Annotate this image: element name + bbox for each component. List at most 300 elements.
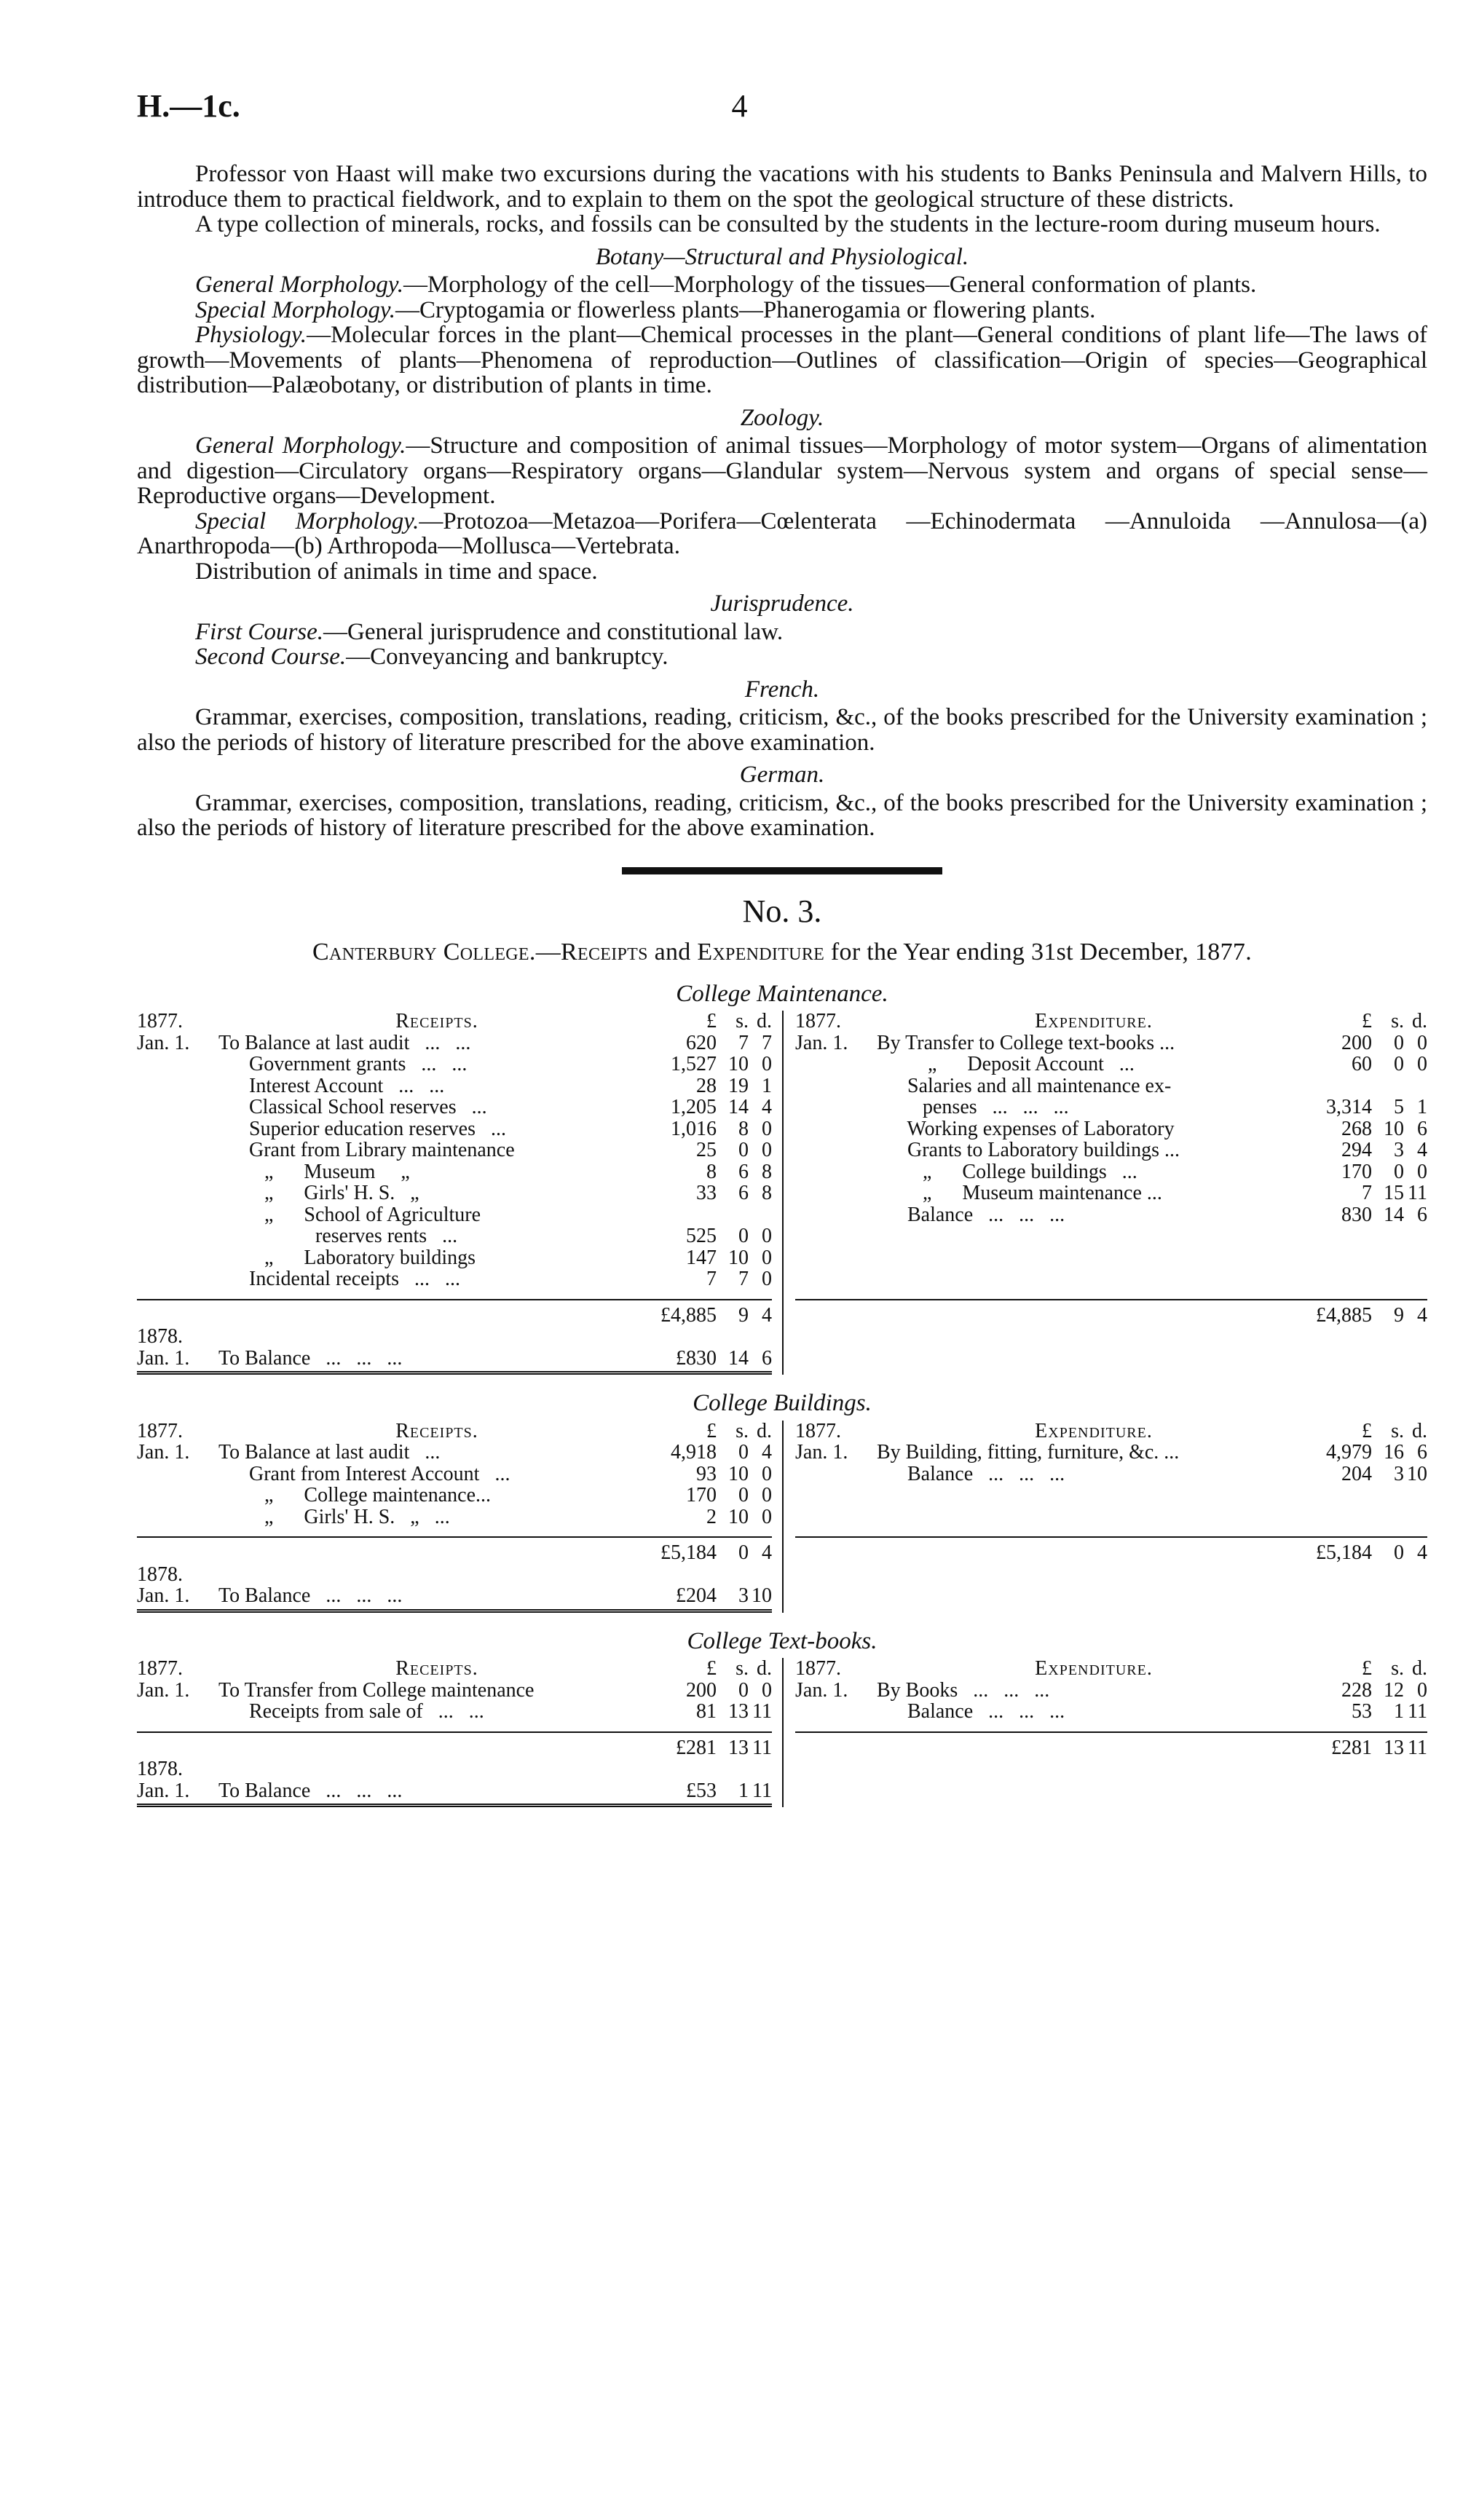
header-label: Receipts.: [395, 1658, 478, 1680]
pence: 0: [762, 1484, 772, 1506]
shillings: 1: [1394, 1700, 1404, 1723]
shillings: 10: [728, 1505, 749, 1528]
entry-date: [795, 1182, 877, 1204]
entry-date: [795, 1075, 877, 1097]
entry-date: [137, 1268, 218, 1290]
pounds: 1,016: [671, 1117, 717, 1140]
shillings: 3: [738, 1584, 749, 1607]
expenditure-row: [795, 1442, 1427, 1464]
entry-date: [795, 1118, 877, 1140]
balance-row: [137, 1780, 772, 1808]
spacer: [218, 1737, 655, 1759]
entry-description: By Books ... ... ...: [877, 1679, 1050, 1701]
receipt-row: [137, 1075, 772, 1097]
entry-date: Jan. 1.: [137, 1584, 190, 1607]
entry-description: „ College buildings ...: [877, 1161, 1137, 1182]
receipts-side: [137, 1011, 782, 1375]
pence: 0: [1417, 1678, 1427, 1702]
pence: 11: [752, 1779, 772, 1802]
shillings: 14: [728, 1346, 749, 1370]
expenditure-word: Expenditure: [697, 939, 825, 965]
entry-description: reserves rents ...: [218, 1225, 458, 1247]
shillings: 10: [728, 1246, 749, 1269]
entry-description: „ Museum „: [218, 1161, 410, 1182]
entry-date: [795, 1054, 877, 1075]
entry-date: [137, 1118, 218, 1140]
entry-date: [137, 1097, 218, 1118]
text: —General jurisprudence and constitutional law.: [323, 618, 784, 645]
pence: 0: [1417, 1053, 1427, 1075]
pence-header: d.: [757, 1657, 772, 1680]
header-year: 1877.: [137, 1010, 183, 1032]
pounds: 93: [696, 1462, 717, 1485]
accounts-container: [137, 981, 1427, 1808]
pounds: 4,979: [1326, 1441, 1372, 1464]
entry-description: „ College maintenance...: [218, 1485, 491, 1506]
pence: 0: [762, 1117, 772, 1140]
entry-description: „ School of Agriculture: [218, 1204, 481, 1225]
expenditure-total-row: [795, 1299, 1427, 1327]
pounds: 170: [1341, 1160, 1372, 1183]
heading-german: German.: [739, 762, 825, 788]
spacer: [795, 1737, 877, 1759]
pounds: £204: [676, 1584, 717, 1607]
spacer: [795, 1542, 877, 1564]
entry-description: Incidental receipts ... ...: [218, 1268, 461, 1290]
blank-row: [795, 1485, 1427, 1506]
entry-description: To Balance at last audit ...: [218, 1442, 441, 1464]
pence: 11: [752, 1736, 772, 1759]
shillings: 6: [738, 1182, 749, 1204]
expenditure-row: [795, 1204, 1427, 1226]
entry-description: To Balance ... ... ...: [218, 1347, 403, 1369]
pounds: 25: [696, 1139, 717, 1161]
column-header-row: [137, 1658, 772, 1680]
column-header-row: [795, 1658, 1427, 1680]
spacer: [877, 1737, 1311, 1759]
entry-date: Jan. 1.: [137, 1779, 190, 1802]
pence: 10: [1407, 1462, 1427, 1485]
balance-year: 1878.: [137, 1563, 183, 1586]
pounds: 228: [1341, 1678, 1372, 1702]
pounds: £53: [686, 1779, 717, 1802]
header-year: 1877.: [137, 1657, 183, 1680]
zoology-general-morphology: [137, 433, 1427, 509]
column-header-row: [795, 1421, 1427, 1442]
pence: 4: [762, 1303, 772, 1327]
column-header-row: [137, 1421, 772, 1442]
shillings: 1: [738, 1779, 749, 1802]
pounds: 4,918: [671, 1441, 717, 1464]
pounds: 1,527: [671, 1053, 717, 1075]
expenditure-row: [795, 1032, 1427, 1054]
entry-date: [137, 1464, 218, 1485]
shillings: 10: [728, 1462, 749, 1485]
shillings: 9: [738, 1303, 749, 1327]
entry-description: To Balance ... ... ...: [218, 1780, 403, 1801]
balance-year: 1878.: [137, 1325, 183, 1348]
account-table: [137, 1658, 1427, 1807]
balance-row: [137, 1585, 772, 1613]
pounds: £4,885: [1316, 1303, 1372, 1327]
header-label: Receipts.: [395, 1011, 478, 1032]
entry-description: Government grants ... ...: [218, 1054, 468, 1075]
pounds: £830: [676, 1346, 717, 1370]
receipt-row: [137, 1268, 772, 1290]
entry-description: „ Laboratory buildings: [218, 1247, 476, 1268]
entry-date: [137, 1139, 218, 1161]
pence: 11: [752, 1700, 772, 1723]
expenditure-row: [795, 1139, 1427, 1161]
entry-description: Balance ... ... ...: [877, 1463, 1065, 1485]
receipt-row: [137, 1247, 772, 1269]
balance-year: 1878.: [137, 1758, 183, 1780]
spacer: [218, 1305, 655, 1327]
entry-description: Working expenses of Laboratory: [877, 1118, 1175, 1139]
pounds: 200: [686, 1678, 717, 1702]
entry-date: [137, 1225, 218, 1247]
pounds: 2: [706, 1505, 717, 1528]
shillings: 0: [738, 1139, 749, 1161]
shillings: 7: [738, 1031, 749, 1054]
pounds: 28: [696, 1074, 717, 1097]
pence: 0: [762, 1225, 772, 1247]
header-label: Expenditure.: [1035, 1011, 1153, 1032]
shillings: 10: [1384, 1117, 1404, 1140]
pounds: 53: [1352, 1700, 1372, 1723]
pence: 0: [762, 1246, 772, 1269]
balance-year-row: [137, 1326, 772, 1348]
shillings: 0: [738, 1441, 749, 1464]
botany-general-morphology: [137, 272, 1427, 298]
jurisprudence-second-course: [137, 644, 1427, 670]
shillings-header: s.: [735, 1010, 749, 1032]
pounds: 294: [1341, 1139, 1372, 1161]
pounds: 1,205: [671, 1096, 717, 1118]
title-dash: —: [535, 939, 561, 965]
receipt-row: [137, 1032, 772, 1054]
expenditure-row: [795, 1054, 1427, 1075]
college-name: Canterbury College.: [312, 939, 536, 965]
receipt-row: [137, 1485, 772, 1506]
pounds: 204: [1341, 1462, 1372, 1485]
pounds-header: £: [1362, 1419, 1372, 1442]
receipt-row: [137, 1204, 772, 1226]
receipt-row: [137, 1182, 772, 1204]
pounds: 830: [1341, 1203, 1372, 1226]
pence-header: d.: [1412, 1657, 1427, 1680]
pence: 0: [762, 1678, 772, 1702]
balance-year-row: [137, 1564, 772, 1586]
header-label: Expenditure.: [1035, 1420, 1153, 1442]
entry-date: [795, 1701, 877, 1723]
entry-date: [137, 1247, 218, 1269]
entry-date: [795, 1097, 877, 1118]
entry-description: To Transfer from College maintenance: [218, 1679, 535, 1701]
expenditure-row: [795, 1118, 1427, 1140]
shillings-header: s.: [1391, 1010, 1404, 1032]
pence: 11: [1408, 1736, 1427, 1759]
receipt-row: [137, 1097, 772, 1118]
entry-description: Balance ... ... ...: [877, 1701, 1065, 1723]
text: —Structure and composition of animal tissues—Morphology of motor system—Organs of alimentation and digestion—Circulatory organs—Respiratory organs—Glandular system—Nervous system and organs of special sense—Reproductive organs—Development.: [137, 432, 1427, 509]
entry-description: By Transfer to College text-books ...: [877, 1032, 1175, 1054]
label: First Course.: [195, 618, 324, 645]
botany-special-morphology: [137, 298, 1427, 323]
document-body: [137, 162, 1427, 1807]
entry-description: „ Museum maintenance ...: [877, 1182, 1162, 1204]
receipts-word: Receipts: [561, 939, 648, 965]
column-header-row: [137, 1011, 772, 1032]
entry-description: Grant from Interest Account ...: [218, 1463, 510, 1485]
blank-row: [795, 1268, 1427, 1290]
document-reference: H.—1c.: [137, 88, 240, 124]
entry-date: Jan. 1.: [795, 1441, 848, 1464]
receipts-side: [137, 1658, 782, 1807]
pounds-header: £: [1362, 1657, 1372, 1680]
entry-description: „ Deposit Account ...: [877, 1054, 1135, 1075]
pence: 4: [1417, 1541, 1427, 1564]
shillings: 9: [1394, 1303, 1404, 1327]
header-year: 1877.: [795, 1657, 841, 1680]
shillings: 14: [728, 1096, 749, 1118]
pounds: 7: [1362, 1182, 1372, 1204]
pence: 4: [1417, 1303, 1427, 1327]
pence: [749, 1204, 772, 1226]
shillings: 0: [1394, 1031, 1404, 1054]
pence: 7: [762, 1031, 772, 1054]
spacer: [218, 1542, 655, 1564]
shillings: 19: [728, 1074, 749, 1097]
shillings: 0: [738, 1225, 749, 1247]
botany-physiology: [137, 323, 1427, 398]
pence: 1: [762, 1074, 772, 1097]
spacer: [877, 1305, 1311, 1327]
heading-zoology: Zoology.: [740, 404, 824, 431]
entry-date: [795, 1464, 877, 1485]
shillings-header: s.: [735, 1657, 749, 1680]
column-header-row: [795, 1011, 1427, 1032]
entry-description: By Building, fitting, furniture, &c. ...: [877, 1442, 1180, 1464]
pounds: £4,885: [660, 1303, 717, 1327]
label: Physiology.: [195, 322, 307, 348]
shillings: 13: [728, 1700, 749, 1723]
receipts-total-row: [137, 1731, 772, 1759]
shillings-header: s.: [1391, 1657, 1404, 1680]
label: Special Morphology.: [195, 507, 419, 534]
spacer: [877, 1542, 1311, 1564]
entry-date: [137, 1182, 218, 1204]
receipt-row: [137, 1118, 772, 1140]
pounds: 81: [696, 1700, 717, 1723]
statement-title: [137, 940, 1427, 965]
entry-date: Jan. 1.: [795, 1678, 848, 1702]
pence: 0: [762, 1462, 772, 1485]
pence: 11: [1408, 1700, 1427, 1723]
label: Second Course.: [195, 644, 347, 670]
text: —Protozoa—Metazoa—Porifera—Cœlenterata —Echinodermata —Annuloida —Annulosa—(a) Anarthropoda—(b) Arthropoda—Mollusca—Vertebrata.: [137, 507, 1427, 559]
paragraph-excursions: Professor von Haast will make two excursions during the vacations with his students to Banks Peninsula and Malvern Hills, to introduce them to practical fieldwork, and to explain to them on the spot the geological structure of these districts.: [137, 161, 1427, 213]
shillings-header: s.: [735, 1419, 749, 1442]
zoology-special-morphology: [137, 509, 1427, 559]
expenditure-row: [795, 1464, 1427, 1485]
entry-description: Salaries and all maintenance ex-: [877, 1075, 1172, 1097]
heading-botany: Botany—Structural and Physiological.: [595, 243, 969, 270]
account-title: College Maintenance.: [676, 980, 888, 1007]
pence-header: d.: [757, 1419, 772, 1442]
entry-date: [137, 1161, 218, 1183]
receipt-row: [137, 1464, 772, 1485]
header-year: 1877.: [795, 1419, 841, 1442]
pounds: 33: [696, 1182, 717, 1204]
entry-description: To Balance ... ... ...: [218, 1585, 403, 1607]
pence: 6: [1417, 1117, 1427, 1140]
receipts-total-row: [137, 1299, 772, 1327]
expenditure-total-row: [795, 1731, 1427, 1759]
shillings: 15: [1384, 1182, 1404, 1204]
shillings: [1372, 1075, 1404, 1097]
pence: 0: [762, 1139, 772, 1161]
entry-date: [137, 1701, 218, 1723]
pence: 8: [762, 1160, 772, 1183]
account-table: [137, 1011, 1427, 1375]
account-title: College Buildings.: [693, 1390, 872, 1416]
blank-row: [795, 1506, 1427, 1528]
entry-date: [137, 1485, 218, 1506]
jurisprudence-first-course: [137, 620, 1427, 645]
expenditure-row: [795, 1161, 1427, 1183]
pounds: 170: [686, 1484, 717, 1506]
pence-header: d.: [757, 1010, 772, 1032]
shillings: 12: [1384, 1678, 1404, 1702]
entry-description: Grants to Laboratory buildings ...: [877, 1139, 1180, 1161]
receipt-row: [137, 1506, 772, 1528]
shillings: 14: [1384, 1203, 1404, 1226]
pounds: 525: [686, 1225, 717, 1247]
pence: [1404, 1075, 1427, 1097]
shillings: 5: [1394, 1096, 1404, 1118]
pounds: 3,314: [1326, 1096, 1372, 1118]
blank-row: [795, 1247, 1427, 1269]
pounds: 147: [686, 1246, 717, 1269]
entry-description: „ Girls' H. S. „: [218, 1182, 419, 1204]
text: —Morphology of the cell—Morphology of the tissues—General conformation of plants.: [403, 272, 1257, 298]
pounds: [1311, 1075, 1372, 1097]
title-and: and: [647, 939, 698, 965]
paragraph-type-collection: A type collection of minerals, rocks, and fossils can be consulted by the students in the lecture-room during museum hours.: [195, 211, 1381, 237]
entry-date: [137, 1075, 218, 1097]
text: —Cryptogamia or flowerless plants—Phanerogamia or flowering plants.: [395, 296, 1096, 323]
entry-description: Receipts from sale of ... ...: [218, 1701, 484, 1723]
balance-row: [137, 1348, 772, 1375]
receipt-row: [137, 1161, 772, 1183]
receipts-side: [137, 1421, 782, 1613]
entry-date: [137, 1204, 218, 1226]
title-rest: for the Year ending 31st December, 1877.: [824, 939, 1253, 965]
entry-description: Balance ... ... ...: [877, 1204, 1065, 1225]
account-title: College Text-books.: [687, 1627, 877, 1654]
pounds: [655, 1204, 717, 1226]
expenditure-row: [795, 1680, 1427, 1702]
pounds-header: £: [1362, 1010, 1372, 1032]
expenditure-row: [795, 1701, 1427, 1723]
entry-date: [137, 1506, 218, 1528]
spacer: [137, 1542, 218, 1564]
pence: 11: [1408, 1182, 1427, 1204]
entry-description: Grant from Library maintenance: [218, 1139, 515, 1161]
label: General Morphology.: [195, 272, 403, 298]
expenditure-total-row: [795, 1536, 1427, 1564]
header-label: Receipts.: [395, 1420, 478, 1442]
pounds: 200: [1341, 1031, 1372, 1054]
entry-description: Classical School reserves ...: [218, 1097, 487, 1118]
shillings: 13: [728, 1736, 749, 1759]
pounds: 620: [686, 1031, 717, 1054]
pounds: 268: [1341, 1117, 1372, 1140]
pence: 4: [1417, 1139, 1427, 1161]
header-label: Expenditure.: [1035, 1658, 1153, 1680]
zoology-distribution: Distribution of animals in time and space.: [195, 558, 598, 585]
expenditure-row: [795, 1182, 1427, 1204]
shillings: 10: [728, 1053, 749, 1075]
shillings: 0: [1394, 1160, 1404, 1183]
pence: 8: [762, 1182, 772, 1204]
expenditure-row: [795, 1097, 1427, 1118]
pence: 6: [1417, 1203, 1427, 1226]
shillings-header: s.: [1391, 1419, 1404, 1442]
text: —Conveyancing and bankruptcy.: [346, 644, 668, 670]
german-text: Grammar, exercises, composition, translations, reading, criticism, &c., of the books prescribed for the University examination ; also the periods of history of literature prescribed for the above examination.: [137, 789, 1427, 841]
pounds: £5,184: [660, 1541, 717, 1564]
pounds: 7: [706, 1268, 717, 1290]
shillings: 13: [1384, 1736, 1404, 1759]
text: —Molecular forces in the plant—Chemical processes in the plant—General conditions of plant life—The laws of growth—Movements of plants—Phenomena of reproduction—Outlines of classification—Origin of species—Geographical distribution—Palæobotany, or distribution of plants in time.: [137, 322, 1427, 398]
pounds-header: £: [706, 1010, 717, 1032]
receipt-row: [137, 1225, 772, 1247]
receipt-row: [137, 1139, 772, 1161]
page-header: [137, 87, 1342, 138]
pounds-header: £: [706, 1419, 717, 1442]
spacer: [795, 1305, 877, 1327]
shillings: 16: [1384, 1441, 1404, 1464]
entry-description: Superior education reserves ...: [218, 1118, 506, 1139]
pence: 0: [1417, 1031, 1427, 1054]
shillings: 0: [738, 1678, 749, 1702]
receipt-row: [137, 1442, 772, 1464]
pence: 0: [762, 1268, 772, 1290]
pence-header: d.: [1412, 1010, 1427, 1032]
page-number: 4: [731, 88, 748, 124]
entry-date: [795, 1139, 877, 1161]
pounds: 8: [706, 1160, 717, 1183]
entry-date: Jan. 1.: [795, 1031, 848, 1054]
pence: 6: [762, 1346, 772, 1370]
pence: 6: [1417, 1441, 1427, 1464]
entry-description: penses ... ... ...: [877, 1097, 1069, 1118]
shillings: 3: [1394, 1462, 1404, 1485]
balance-year-row: [137, 1758, 772, 1780]
shillings: 0: [1394, 1053, 1404, 1075]
pence: 0: [762, 1505, 772, 1528]
receipt-row: [137, 1054, 772, 1075]
expenditure-side: [782, 1658, 1427, 1807]
pence: 4: [762, 1441, 772, 1464]
pence-header: d.: [1412, 1419, 1427, 1442]
shillings: [717, 1204, 749, 1226]
header-year: 1877.: [137, 1419, 183, 1442]
pence: 0: [762, 1053, 772, 1075]
entry-date: Jan. 1.: [137, 1441, 190, 1464]
